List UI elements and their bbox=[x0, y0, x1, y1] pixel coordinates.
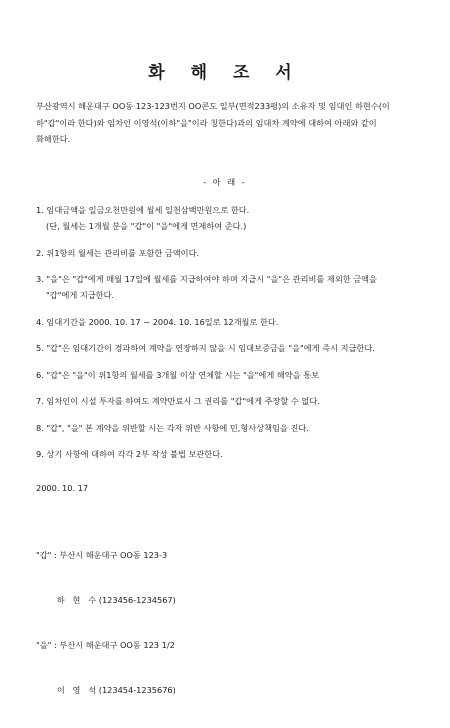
clause-line: 7. 임차인이 시설 투자를 하여도 계약만료시 그 권리를 "갑"에게 주장할 수 없다. bbox=[36, 396, 320, 406]
section-heading: - 아 래 - bbox=[203, 177, 247, 187]
document-date: 2000. 10. 17 bbox=[36, 483, 89, 493]
party-line: "을" : 부산시 해운대구 OO동 123 1/2 bbox=[36, 640, 175, 650]
clause-5 bbox=[36, 340, 436, 356]
document-title: 화 해 조 서 bbox=[148, 63, 302, 83]
clause-2 bbox=[36, 245, 436, 261]
clause-line: 5. "갑"은 임대기간이 경과하여 계약을 연장하지 않을 시 임대보증금을 "을"에게 즉시 지급한다. bbox=[36, 343, 375, 353]
clause-list bbox=[36, 202, 436, 473]
clause-line: 4. 임대기간을 2000. 10. 17 ~ 2004. 10. 16일로 12개월로 한다. bbox=[36, 316, 279, 327]
intro-line: 하"갑"이라 한다)와 임차인 이영석(이하"을"이라 칭한다)과의 임대차 계약에 대하여 아래와 같이 bbox=[36, 117, 377, 128]
clause-line: 6. "갑"은 "을"이 위1항의 월세를 3개월 이상 연체할 시는 "을"에게 해약을 통보 bbox=[36, 369, 320, 380]
intro-paragraph bbox=[36, 98, 428, 148]
clause-7 bbox=[36, 393, 436, 409]
clause-4 bbox=[36, 314, 436, 330]
clause-8 bbox=[36, 420, 436, 436]
party-line: 하 현 수 (123456-1234567) bbox=[36, 595, 176, 605]
intro-line: 화해한다. bbox=[36, 134, 71, 144]
clause-9 bbox=[36, 446, 436, 462]
clause-line: 1. 임대금액을 일금오천만원에 월세 일천삼백만원으로 한다. bbox=[36, 205, 250, 215]
clause-line: "갑"에게 지급한다. bbox=[46, 290, 115, 300]
clause-line: (단, 월세는 1개월 분을 "갑"이 "을"에게 면제하여 준다.) bbox=[46, 221, 247, 231]
clause-line: 9. 상기 사항에 대하여 각각 2부 작성 불법 보관한다. bbox=[36, 449, 223, 459]
party-line: 이 영 석 (123454-1235676) bbox=[36, 685, 176, 695]
clause-line: 3. "을"은 "갑"에게 매월 17일에 월세를 지급하여야 하며 지급시 "을"은 관리비를 제외한 금액을 bbox=[36, 274, 377, 284]
parties-block bbox=[36, 518, 176, 728]
clause-6 bbox=[36, 367, 436, 383]
intro-line: 부산광역시 해운대구 OO동 123-123번지 OO콘도 일부(면적233평)의 소유자 및 임대인 하현수(이 bbox=[36, 101, 390, 111]
clause-line: 8. "갑", "을" 본 계약을 위반할 시는 각자 위반 사항에 민,형사상책임을 진다. bbox=[36, 422, 309, 433]
clause-line: 2. 위1항의 월세는 관리비를 포함한 금액이다. bbox=[36, 247, 200, 258]
clause-1 bbox=[36, 202, 436, 234]
party-line: "갑" : 부산시 해운대구 OO동 123-3 bbox=[36, 550, 168, 560]
clause-3 bbox=[36, 271, 436, 303]
